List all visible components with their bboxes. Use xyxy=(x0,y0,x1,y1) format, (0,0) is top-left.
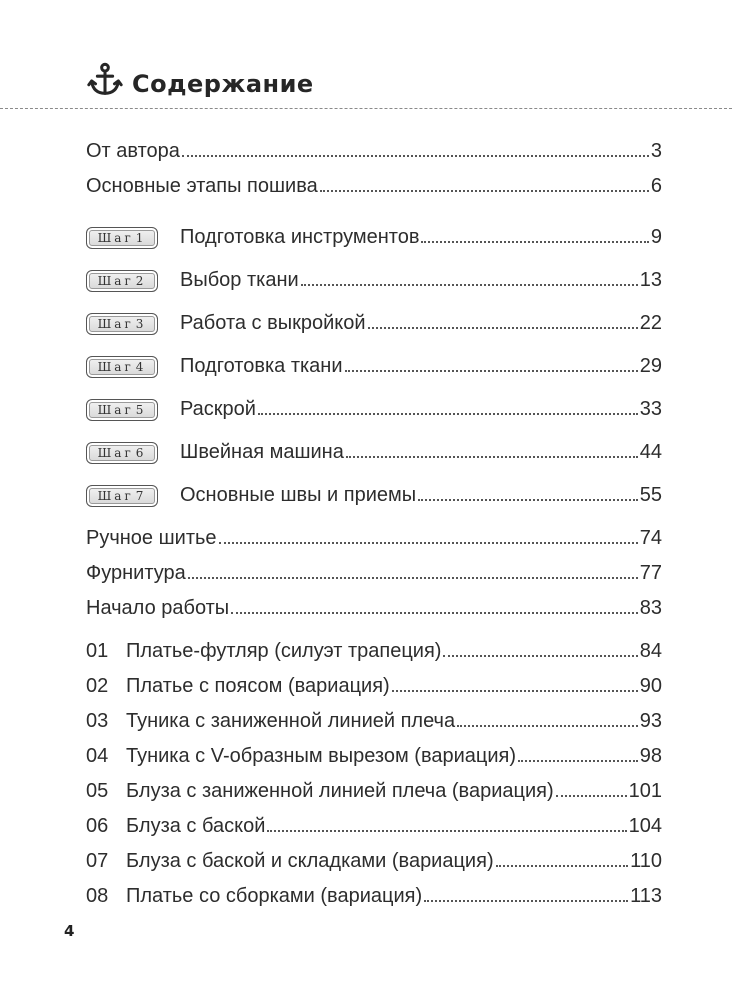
anchor-icon xyxy=(86,61,124,103)
toc-entry-page: 74 xyxy=(639,527,662,549)
step-badge: Шаг 4 xyxy=(86,356,158,378)
step-badge: Шаг 6 xyxy=(86,442,158,464)
dot-leader xyxy=(518,760,638,762)
toc-row-extra[interactable] xyxy=(86,558,662,593)
project-number: 08 xyxy=(86,885,109,907)
toc-entry-page: 55 xyxy=(639,484,662,506)
dot-leader xyxy=(320,190,649,192)
step-badge: Шаг 2 xyxy=(86,270,158,292)
toc-row-extra[interactable] xyxy=(86,593,662,628)
step-badge: Шаг 5 xyxy=(86,399,158,421)
toc-row-extra[interactable] xyxy=(86,523,662,558)
toc-entry-title: Платье-футляр (силуэт трапеция) xyxy=(126,640,442,662)
toc-row-project[interactable] xyxy=(86,881,662,916)
project-number: 04 xyxy=(86,745,109,767)
toc-entry-page: 33 xyxy=(639,398,662,420)
toc-row-project[interactable] xyxy=(86,671,662,706)
toc-row-project[interactable] xyxy=(86,811,662,846)
page-title: Содержание xyxy=(132,70,314,98)
dot-leader xyxy=(368,327,638,329)
project-number: 07 xyxy=(86,850,109,872)
toc-entry-title: Ручное шитье xyxy=(86,527,217,549)
toc-entry-title: Подготовка инструментов xyxy=(180,226,420,248)
page-number: 4 xyxy=(64,922,75,940)
toc-entry-page: 6 xyxy=(650,175,662,197)
toc-entry-page: 29 xyxy=(639,355,662,377)
toc-entry-page: 83 xyxy=(639,597,662,619)
toc-entry-title: Туника с заниженной линией плеча xyxy=(126,710,456,732)
project-number: 06 xyxy=(86,815,109,837)
toc-entry-page: 44 xyxy=(639,441,662,463)
table-of-contents xyxy=(86,136,662,916)
toc-entry-title: Работа с выкройкой xyxy=(180,312,366,334)
dot-leader xyxy=(345,370,638,372)
toc-row-step[interactable] xyxy=(86,300,662,343)
toc-entry-page: 113 xyxy=(630,885,662,907)
toc-entry-title: Фурнитура xyxy=(86,562,186,584)
step-badge: Шаг 7 xyxy=(86,485,158,507)
dot-leader xyxy=(443,655,637,657)
project-number: 01 xyxy=(86,640,109,662)
toc-entry-title: Выбор ткани xyxy=(180,269,299,291)
toc-entry-page: 22 xyxy=(639,312,662,334)
toc-entry-title: Основные швы и приемы xyxy=(180,484,417,506)
toc-entry-page: 13 xyxy=(639,269,662,291)
step-badge: Шаг 1 xyxy=(86,227,158,249)
toc-row-step[interactable] xyxy=(86,343,662,386)
dot-leader xyxy=(392,690,638,692)
toc-entry-title: От автора xyxy=(86,140,180,162)
dot-leader xyxy=(188,577,638,579)
dot-leader xyxy=(219,542,638,544)
toc-entry-page: 90 xyxy=(639,675,662,697)
toc-row-project[interactable] xyxy=(86,846,662,881)
toc-entry-page: 84 xyxy=(639,640,662,662)
project-number: 02 xyxy=(86,675,109,697)
toc-entry-title: Швейная машина xyxy=(180,441,344,463)
toc-entry-title: Блуза с баской xyxy=(126,815,266,837)
toc-row-step[interactable] xyxy=(86,386,662,429)
toc-row-project[interactable] xyxy=(86,741,662,776)
toc-entry-title: Подготовка ткани xyxy=(180,355,343,377)
dot-leader xyxy=(258,413,638,415)
toc-row-project[interactable] xyxy=(86,636,662,671)
dot-leader xyxy=(301,284,638,286)
dot-leader xyxy=(267,830,626,832)
project-number: 03 xyxy=(86,710,109,732)
toc-entry-title: Платье со сборками (вариация) xyxy=(126,885,423,907)
toc-entry-title: Основные этапы пошива xyxy=(86,175,318,197)
dot-leader xyxy=(182,155,649,157)
toc-row-step[interactable] xyxy=(86,429,662,472)
project-number: 05 xyxy=(86,780,109,802)
toc-entry-page: 9 xyxy=(650,226,662,248)
dot-leader xyxy=(424,900,628,902)
dot-leader xyxy=(457,725,638,727)
toc-entry-page: 110 xyxy=(630,850,662,872)
toc-row-project[interactable] xyxy=(86,706,662,741)
toc-row-intro[interactable] xyxy=(86,136,662,171)
toc-entry-page: 77 xyxy=(639,562,662,584)
toc-entry-page: 104 xyxy=(628,815,662,837)
toc-row-step[interactable] xyxy=(86,214,662,257)
toc-entry-title: Раскрой xyxy=(180,398,256,420)
toc-row-intro[interactable] xyxy=(86,171,662,206)
step-badge: Шаг 3 xyxy=(86,313,158,335)
toc-entry-title: Блуза с баской и складками (вариация) xyxy=(126,850,494,872)
toc-row-step[interactable] xyxy=(86,472,662,515)
dot-leader xyxy=(418,499,638,501)
toc-entry-page: 93 xyxy=(639,710,662,732)
dot-leader xyxy=(346,456,638,458)
toc-row-step[interactable] xyxy=(86,257,662,300)
dot-leader xyxy=(496,865,629,867)
toc-entry-page: 98 xyxy=(639,745,662,767)
header xyxy=(86,60,314,104)
toc-entry-title: Начало работы xyxy=(86,597,230,619)
toc-entry-title: Блуза с заниженной линией плеча (вариация) xyxy=(126,780,554,802)
header-divider xyxy=(0,108,732,109)
toc-entry-page: 101 xyxy=(628,780,662,802)
dot-leader xyxy=(231,612,638,614)
toc-row-project[interactable] xyxy=(86,776,662,811)
toc-entry-title: Туника с V-образным вырезом (вариация) xyxy=(126,745,517,767)
dot-leader xyxy=(421,241,648,243)
toc-entry-page: 3 xyxy=(650,140,662,162)
toc-entry-title: Платье с поясом (вариация) xyxy=(126,675,390,697)
dot-leader xyxy=(556,795,627,797)
